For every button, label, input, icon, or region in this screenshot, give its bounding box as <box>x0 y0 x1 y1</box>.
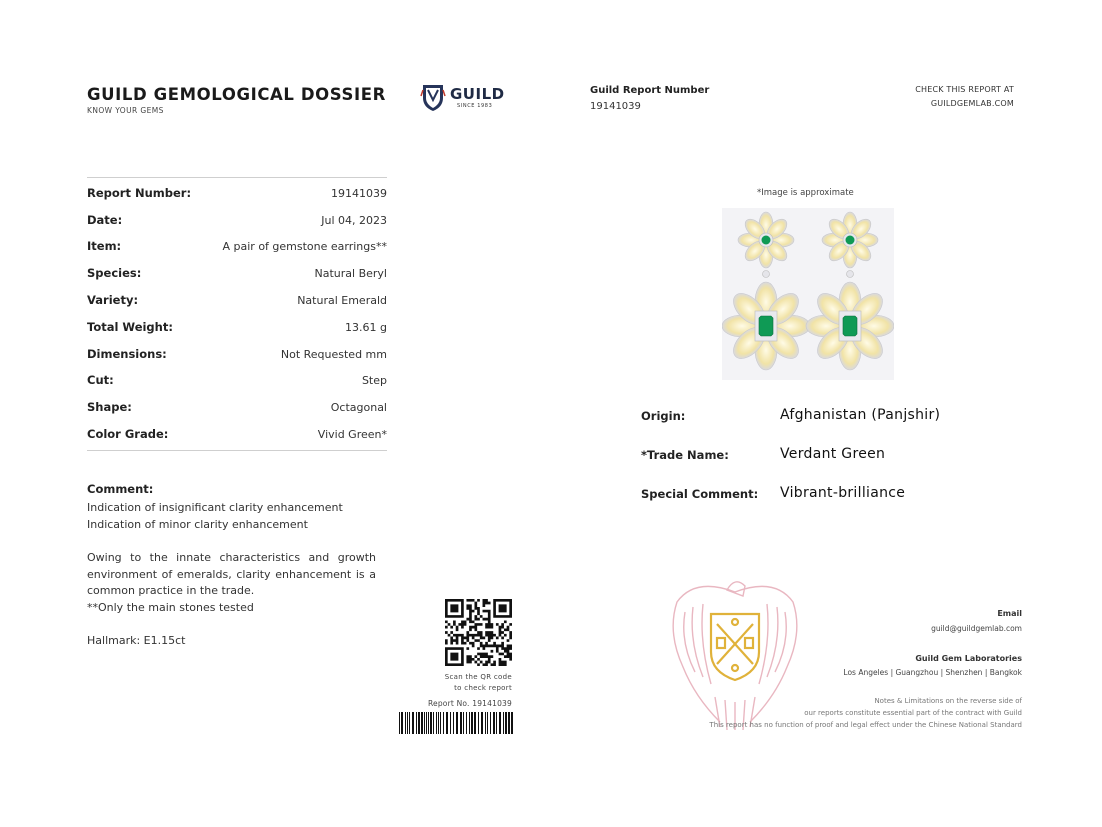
comment-footnote: **Only the main stones tested <box>87 600 254 614</box>
hallmark: Hallmark: E1.15ct <box>87 634 186 647</box>
notes-line-1: Notes & Limitations on the reverse side of <box>874 697 1022 705</box>
detail-value: Vivid Green* <box>317 427 387 441</box>
barcode-icon <box>398 712 514 734</box>
qr-caption-line1: Scan the QR code <box>444 673 512 681</box>
logo-wordmark: GUILD <box>450 85 505 103</box>
qr-code[interactable] <box>445 599 512 666</box>
detail-value: Step <box>361 373 387 387</box>
check-report-url[interactable]: GUILDGEMLAB.COM <box>930 99 1014 108</box>
guild-report-number-label: Guild Report Number <box>590 85 710 96</box>
dossier-title: GUILD GEMOLOGICAL DOSSIER <box>87 85 386 104</box>
detail-label: Color Grade: <box>87 427 169 441</box>
detail-value: Jul 04, 2023 <box>321 213 387 227</box>
earrings-illustration <box>722 208 894 380</box>
detail-row-item <box>87 233 387 259</box>
info-value: Afghanistan (Panjshir) <box>780 407 941 423</box>
barcode <box>398 712 514 734</box>
qr-code-icon[interactable] <box>445 599 512 666</box>
email-label: Email <box>997 609 1022 618</box>
comment-paragraph <box>87 550 376 616</box>
lab-cities: Los Angeles | Guangzhou | Shenzhen | Bangkok <box>843 668 1022 677</box>
detail-row-color-grade <box>87 421 387 447</box>
detail-value: Natural Emerald <box>297 293 387 307</box>
detail-row-variety <box>87 287 387 313</box>
check-report-line1: CHECK THIS REPORT AT <box>915 85 1014 94</box>
detail-row-shape <box>87 394 387 420</box>
comment-line-2: Indication of minor clarity enhancement <box>87 518 308 531</box>
detail-label: Date: <box>87 213 123 227</box>
notes-line-2: our reports constitute essential part of the contract with Guild <box>804 709 1022 717</box>
eagle-crest-icon <box>665 572 805 732</box>
lab-title: Guild Gem Laboratories <box>915 654 1022 663</box>
detail-value: Natural Beryl <box>314 266 387 280</box>
detail-label: Variety: <box>87 293 139 307</box>
detail-value: Not Requested mm <box>280 347 387 361</box>
info-label: Origin: <box>641 409 686 423</box>
detail-value: 19141039 <box>331 186 387 200</box>
detail-value: A pair of gemstone earrings** <box>222 239 387 253</box>
detail-label: Shape: <box>87 400 132 414</box>
qr-caption-line2: to check report <box>454 684 512 692</box>
email-value[interactable]: guild@guildgemlab.com <box>931 624 1022 633</box>
detail-value: 13.61 g <box>345 320 387 334</box>
logo-since: SINCE 1983 <box>457 103 493 109</box>
dossier-subtitle: KNOW YOUR GEMS <box>87 106 164 115</box>
info-value: Verdant Green <box>780 446 886 462</box>
detail-row-species <box>87 260 387 286</box>
details-bottom-rule <box>87 450 387 451</box>
detail-label: Item: <box>87 239 122 253</box>
guild-crest-icon <box>420 82 446 112</box>
info-row-trade-name <box>641 448 1041 472</box>
comment-line-1: Indication of insignificant clarity enhancement <box>87 501 343 514</box>
info-label: Special Comment: <box>641 487 759 501</box>
detail-row-date <box>87 207 387 233</box>
detail-label: Dimensions: <box>87 347 167 361</box>
details-top-rule <box>87 177 387 178</box>
detail-row-cut <box>87 367 387 393</box>
guild-crest-watermark <box>665 572 805 732</box>
image-note: *Image is approximate <box>757 188 854 198</box>
left-earring <box>722 212 810 370</box>
detail-row-total-weight <box>87 314 387 340</box>
right-earring <box>806 212 894 370</box>
notes-line-3: This report has no function of proof and legal effect under the Chinese National Standard <box>709 721 1022 729</box>
info-row-origin <box>641 409 1041 433</box>
detail-row-dimensions <box>87 341 387 367</box>
info-row-special-comment <box>641 487 1041 511</box>
info-label: *Trade Name: <box>641 448 729 462</box>
earrings-photo <box>722 208 894 380</box>
detail-label: Cut: <box>87 373 114 387</box>
detail-label: Species: <box>87 266 142 280</box>
qr-report-number: Report No. 19141039 <box>427 699 512 708</box>
guild-logo <box>420 82 506 112</box>
comment-paragraph-text: Owing to the innate characteristics and growth environment of emeralds, clarity enhancement is a common practice in the trade. <box>87 551 376 598</box>
guild-report-number-value: 19141039 <box>590 101 641 112</box>
detail-label: Total Weight: <box>87 320 173 334</box>
detail-row-report-number <box>87 180 387 206</box>
detail-value: Octagonal <box>330 400 387 414</box>
comment-title: Comment: <box>87 482 154 496</box>
detail-label: Report Number: <box>87 186 192 200</box>
info-value: Vibrant-brilliance <box>780 485 906 501</box>
